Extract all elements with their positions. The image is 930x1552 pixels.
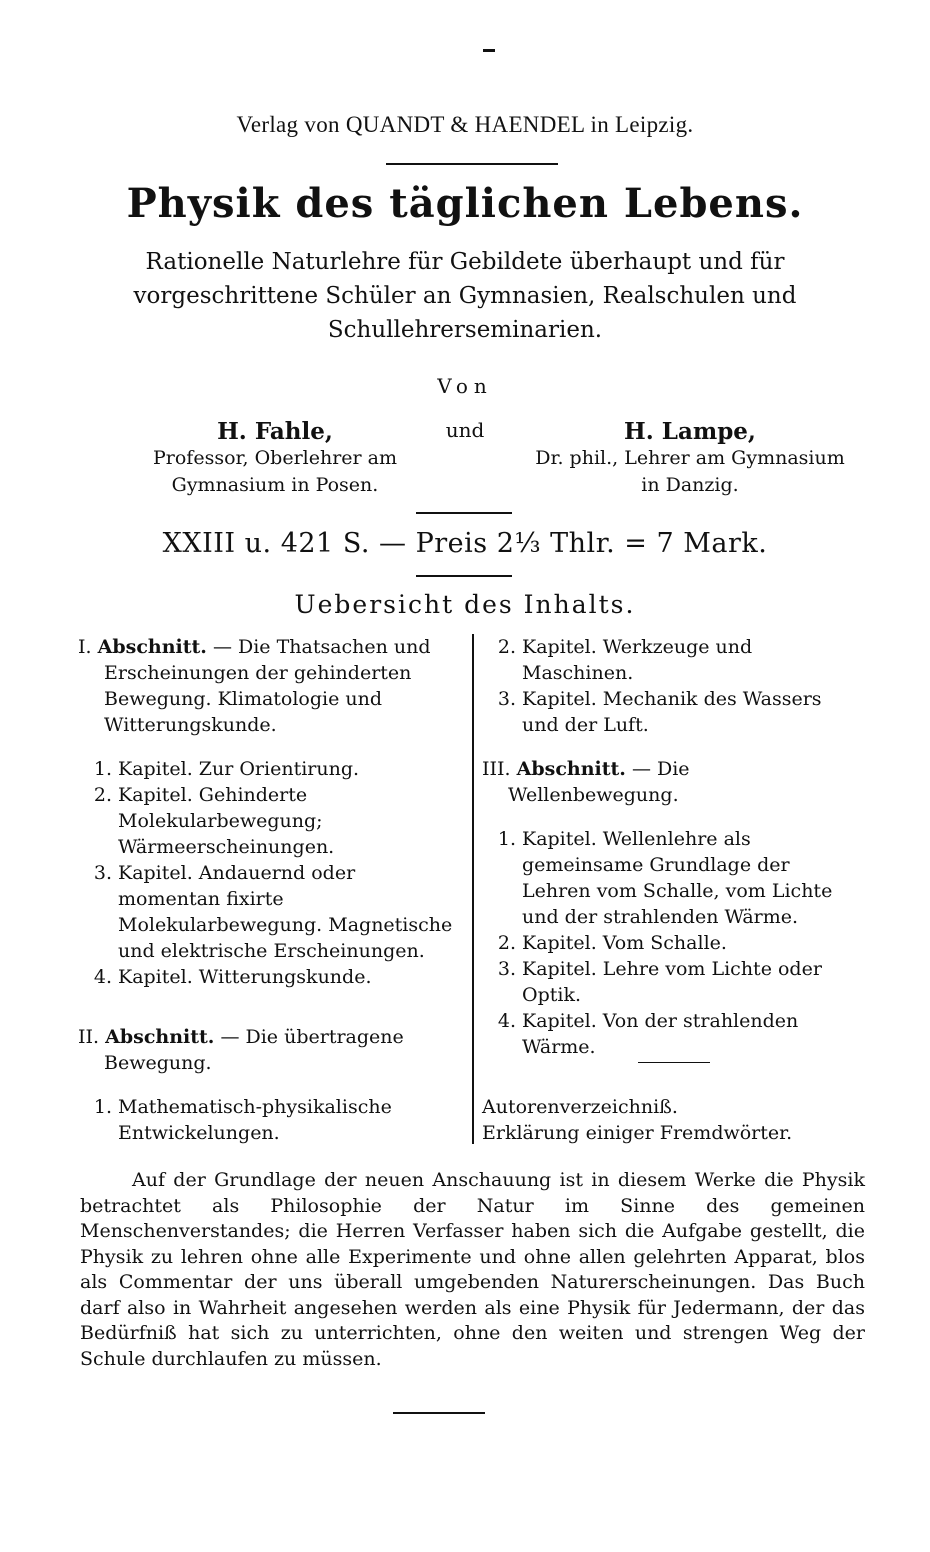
chapter-number: 3.	[497, 958, 516, 980]
chapter-number: 3.	[93, 862, 112, 884]
chapter-number: 1.	[93, 758, 112, 780]
section-label: Abschnitt.	[516, 758, 626, 780]
chapter-entry	[482, 634, 864, 686]
author-description: in Danzig.	[641, 474, 739, 496]
chapter-title: Kapitel. Vom Schalle.	[522, 932, 727, 954]
chapter-number: 2.	[93, 784, 112, 806]
author-description: Professor, Oberlehrer am	[152, 447, 397, 469]
divider-rule	[416, 512, 512, 514]
chapter-title: Kapitel. Witterungskunde.	[118, 966, 372, 988]
toc-title: Uebersicht des Inhalts.	[294, 590, 636, 619]
section-label: Abschnitt.	[105, 1026, 215, 1048]
chapter-entry	[482, 956, 864, 1008]
chapter-entry	[482, 930, 864, 956]
section-title: — Die Thatsachen und Erscheinungen der gehinderten Bewegung. Klimatologie und Witterungskunde.	[104, 636, 431, 736]
chapter-number: 3.	[497, 688, 516, 710]
divider-rule	[386, 163, 558, 165]
chapter-entry	[482, 1008, 864, 1060]
column-divider	[472, 634, 474, 1144]
author-description: Gymnasium in Posen.	[171, 474, 379, 496]
section-number: III.	[482, 758, 511, 780]
section-heading	[482, 756, 864, 808]
chapter-title: Kapitel. Mechanik des Wassers und der Luft.	[522, 688, 822, 736]
book-title: Physik des täglichen Lebens.	[126, 180, 804, 227]
chapter-number: 1.	[93, 1096, 112, 1118]
appendix-entry: Erklärung einiger Fremdwörter.	[482, 1122, 793, 1144]
chapter-number: 1.	[497, 828, 516, 850]
divider-rule	[638, 1062, 710, 1063]
author-right	[505, 418, 875, 499]
chapter-number: 2.	[497, 932, 516, 954]
author-name: H. Fahle,	[217, 418, 333, 445]
section-title: — Die übertragene Bewegung.	[104, 1026, 404, 1074]
toc-right-column	[482, 634, 864, 1146]
chapter-entry	[78, 964, 462, 990]
chapter-entry	[482, 686, 864, 738]
section-number: I.	[78, 636, 92, 658]
section-number: II.	[78, 1026, 100, 1048]
divider-rule	[393, 1412, 485, 1414]
publisher-line: Verlag von QUANDT & HAENDEL in Leipzig.	[236, 112, 694, 137]
chapter-title: Kapitel. Wellenlehre als gemeinsame Grundlage der Lehren vom Schalle, vom Lichte und der strahlenden Wärme.	[522, 828, 833, 928]
book-subtitle: Rationelle Naturlehre für Gebildete überhaupt und für vorgeschrittene Schüler an Gymnasien, Realschulen und Schullehrerseminarien.	[133, 249, 797, 343]
by-label: Von	[437, 374, 493, 398]
author-left	[130, 418, 420, 499]
chapter-title: Kapitel. Zur Orientirung.	[118, 758, 360, 780]
chapter-number: 4.	[93, 966, 112, 988]
author-name: H. Lampe,	[624, 418, 756, 445]
chapter-entry	[78, 756, 462, 782]
section-label: Abschnitt.	[97, 636, 207, 658]
print-speck	[483, 49, 495, 52]
chapter-title: Mathematisch-physikalische Entwickelungen.	[118, 1096, 392, 1144]
appendix-entry: Autorenverzeichniß.	[482, 1096, 678, 1118]
chapter-title: Kapitel. Gehinderte Molekularbewegung; Wärmeerscheinungen.	[118, 784, 335, 858]
conjunction: und	[445, 418, 485, 442]
chapter-title: Kapitel. Werkzeuge und Maschinen.	[522, 636, 753, 684]
chapter-entry	[78, 860, 462, 964]
author-description: Dr. phil., Lehrer am Gymnasium	[535, 447, 845, 469]
chapter-title: Kapitel. Andauernd oder momentan fixirte Molekularbewegung. Magnetische und elektrische Erscheinungen.	[118, 862, 453, 962]
divider-rule	[416, 575, 512, 577]
chapter-number: 2.	[497, 636, 516, 658]
price-line: XXIII u. 421 S. — Preis 2⅓ Thlr. = 7 Mark.	[162, 528, 768, 559]
chapter-number: 4.	[497, 1010, 516, 1032]
section-heading	[78, 1024, 462, 1076]
chapter-entry	[78, 782, 462, 860]
chapter-title: Kapitel. Lehre vom Lichte oder Optik.	[522, 958, 822, 1006]
chapter-entry	[482, 826, 864, 930]
toc-left-column	[78, 634, 462, 1146]
section-title: — Die Wellenbewegung.	[508, 758, 690, 806]
section-heading	[78, 634, 462, 738]
description-paragraph: Auf der Grundlage der neuen Anschauung ist in diesem Werke die Physik betrachtet als Philosophie der Natur im Sinne des gemeinen Menschenverstandes; die Herren Verfasser haben sich die Aufgabe gestellt, die Physik zu lehren ohne alle Experimente und ohne allen gelehrten Apparat, blos als Commentar der uns überall umgebenden Naturerscheinungen. Das Buch darf also in Wahrheit angesehen werden als eine Physik für Jedermann, der das Bedürfniß hat sich zu unterrichten, ohne den weiten und strengen Weg der Schule durchlaufen zu müssen.	[80, 1169, 865, 1370]
chapter-entry	[78, 1094, 462, 1146]
chapter-title: Kapitel. Von der strahlenden Wärme.	[522, 1010, 799, 1058]
